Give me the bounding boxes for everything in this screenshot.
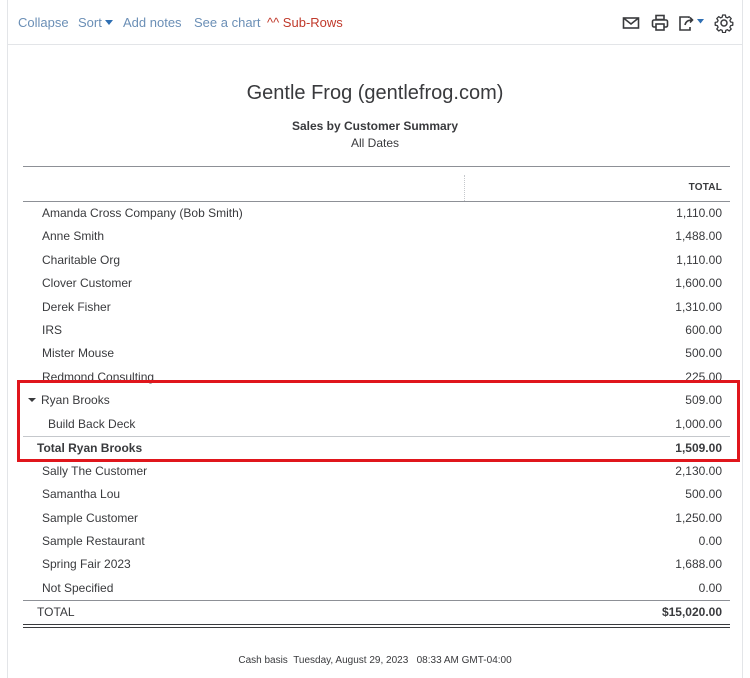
customer-amount[interactable]: 1,688.00 bbox=[675, 557, 722, 572]
collapse-triangle-icon[interactable] bbox=[28, 398, 36, 402]
table-row[interactable] bbox=[23, 460, 730, 483]
column-divider[interactable] bbox=[464, 175, 465, 201]
group-name-cell bbox=[28, 389, 110, 412]
report-date-range: All Dates bbox=[350, 136, 400, 150]
table-row[interactable] bbox=[23, 296, 730, 319]
table-row[interactable] bbox=[23, 530, 730, 553]
customer-amount[interactable]: 2,130.00 bbox=[675, 463, 722, 478]
rows-after-group bbox=[23, 460, 730, 600]
sort-dropdown[interactable] bbox=[78, 15, 113, 30]
collapse-link[interactable]: Collapse bbox=[18, 15, 69, 30]
customer-amount[interactable]: 0.00 bbox=[698, 534, 722, 549]
subtotal-label: Total Ryan Brooks bbox=[37, 440, 143, 455]
export-icon[interactable] bbox=[677, 13, 709, 33]
table-row[interactable] bbox=[23, 483, 730, 506]
table-row[interactable] bbox=[23, 249, 730, 272]
sub-row-amount[interactable]: 1,000.00 bbox=[675, 416, 722, 431]
customer-name[interactable]: Sample Customer bbox=[42, 510, 139, 525]
see-chart-link[interactable]: See a chart bbox=[194, 15, 261, 30]
customer-name[interactable]: Not Specified bbox=[42, 580, 114, 595]
customer-amount[interactable]: 0.00 bbox=[698, 580, 722, 595]
customer-amount[interactable]: 1,250.00 bbox=[675, 510, 722, 525]
group-amount[interactable]: 509.00 bbox=[685, 393, 722, 408]
sort-label: Sort bbox=[78, 15, 102, 30]
customer-name[interactable]: Anne Smith bbox=[42, 229, 105, 244]
customer-amount[interactable]: 1,110.00 bbox=[676, 206, 722, 220]
customer-name[interactable]: Sally The Customer bbox=[42, 463, 148, 478]
customer-amount[interactable]: 1,310.00 bbox=[675, 299, 722, 314]
sub-rows-link[interactable]: ^^ Sub-Rows bbox=[267, 15, 343, 30]
sub-row[interactable] bbox=[23, 413, 730, 436]
customer-name[interactable]: Redmond Consulting bbox=[42, 369, 155, 384]
table-row[interactable] bbox=[23, 319, 730, 342]
grand-total-row[interactable] bbox=[23, 600, 730, 624]
table-row[interactable] bbox=[23, 342, 730, 365]
group-name[interactable]: Ryan Brooks bbox=[41, 393, 110, 408]
subtotal-amount[interactable]: 1,509.00 bbox=[675, 440, 722, 455]
table-row[interactable] bbox=[23, 366, 730, 389]
customer-name[interactable]: IRS bbox=[42, 322, 63, 337]
report-toolbar bbox=[8, 0, 742, 45]
add-notes-link[interactable]: Add notes bbox=[123, 15, 182, 30]
customer-amount[interactable]: 500.00 bbox=[685, 487, 722, 502]
customer-amount[interactable]: 500.00 bbox=[685, 346, 722, 361]
table-row[interactable] bbox=[23, 553, 730, 576]
customer-name[interactable]: Clover Customer bbox=[42, 276, 133, 291]
customer-group-ryan-brooks bbox=[23, 389, 730, 460]
customer-name[interactable]: Derek Fisher bbox=[42, 299, 111, 314]
table-row[interactable] bbox=[23, 225, 730, 248]
report-panel bbox=[7, 0, 743, 678]
customer-amount[interactable]: 225.00 bbox=[685, 369, 722, 384]
customer-name[interactable]: Mister Mouse bbox=[42, 346, 115, 361]
double-underline bbox=[23, 624, 730, 628]
table-row[interactable] bbox=[23, 202, 730, 225]
report-table bbox=[23, 166, 730, 628]
grand-total-label: TOTAL bbox=[37, 605, 75, 620]
total-column-header[interactable]: TOTAL bbox=[688, 182, 722, 193]
sub-row-name[interactable]: Build Back Deck bbox=[48, 416, 136, 431]
rows-before-group bbox=[23, 202, 730, 389]
group-subtotal-row[interactable] bbox=[23, 436, 730, 460]
report-title: Sales by Customer Summary bbox=[291, 119, 459, 133]
mail-icon[interactable] bbox=[622, 13, 642, 33]
table-row[interactable] bbox=[23, 272, 730, 295]
table-row[interactable] bbox=[23, 507, 730, 530]
report-footer: Cash basis Tuesday, August 29, 2023 08:33 AM GMT-04:00 bbox=[238, 655, 512, 666]
customer-name[interactable]: Spring Fair 2023 bbox=[42, 557, 131, 572]
customer-name[interactable]: Charitable Org bbox=[42, 252, 121, 267]
table-header-row bbox=[23, 167, 730, 202]
customer-name[interactable]: Sample Restaurant bbox=[42, 534, 145, 549]
group-header-row[interactable] bbox=[23, 389, 730, 412]
grand-total-amount[interactable]: $15,020.00 bbox=[661, 605, 722, 620]
customer-amount[interactable]: 1,488.00 bbox=[675, 229, 722, 244]
customer-amount[interactable]: 1,600.00 bbox=[675, 276, 722, 291]
table-row[interactable] bbox=[23, 577, 730, 600]
print-icon[interactable] bbox=[651, 13, 671, 33]
gear-icon[interactable] bbox=[714, 13, 734, 33]
customer-name[interactable]: Samantha Lou bbox=[42, 487, 121, 502]
customer-amount[interactable]: 1,110.00 bbox=[676, 252, 722, 267]
company-name: Gentle Frog (gentlefrog.com) bbox=[246, 82, 504, 104]
chevron-down-icon bbox=[105, 20, 113, 25]
customer-name[interactable]: Amanda Cross Company (Bob Smith) bbox=[42, 206, 243, 220]
customer-amount[interactable]: 600.00 bbox=[685, 322, 722, 337]
